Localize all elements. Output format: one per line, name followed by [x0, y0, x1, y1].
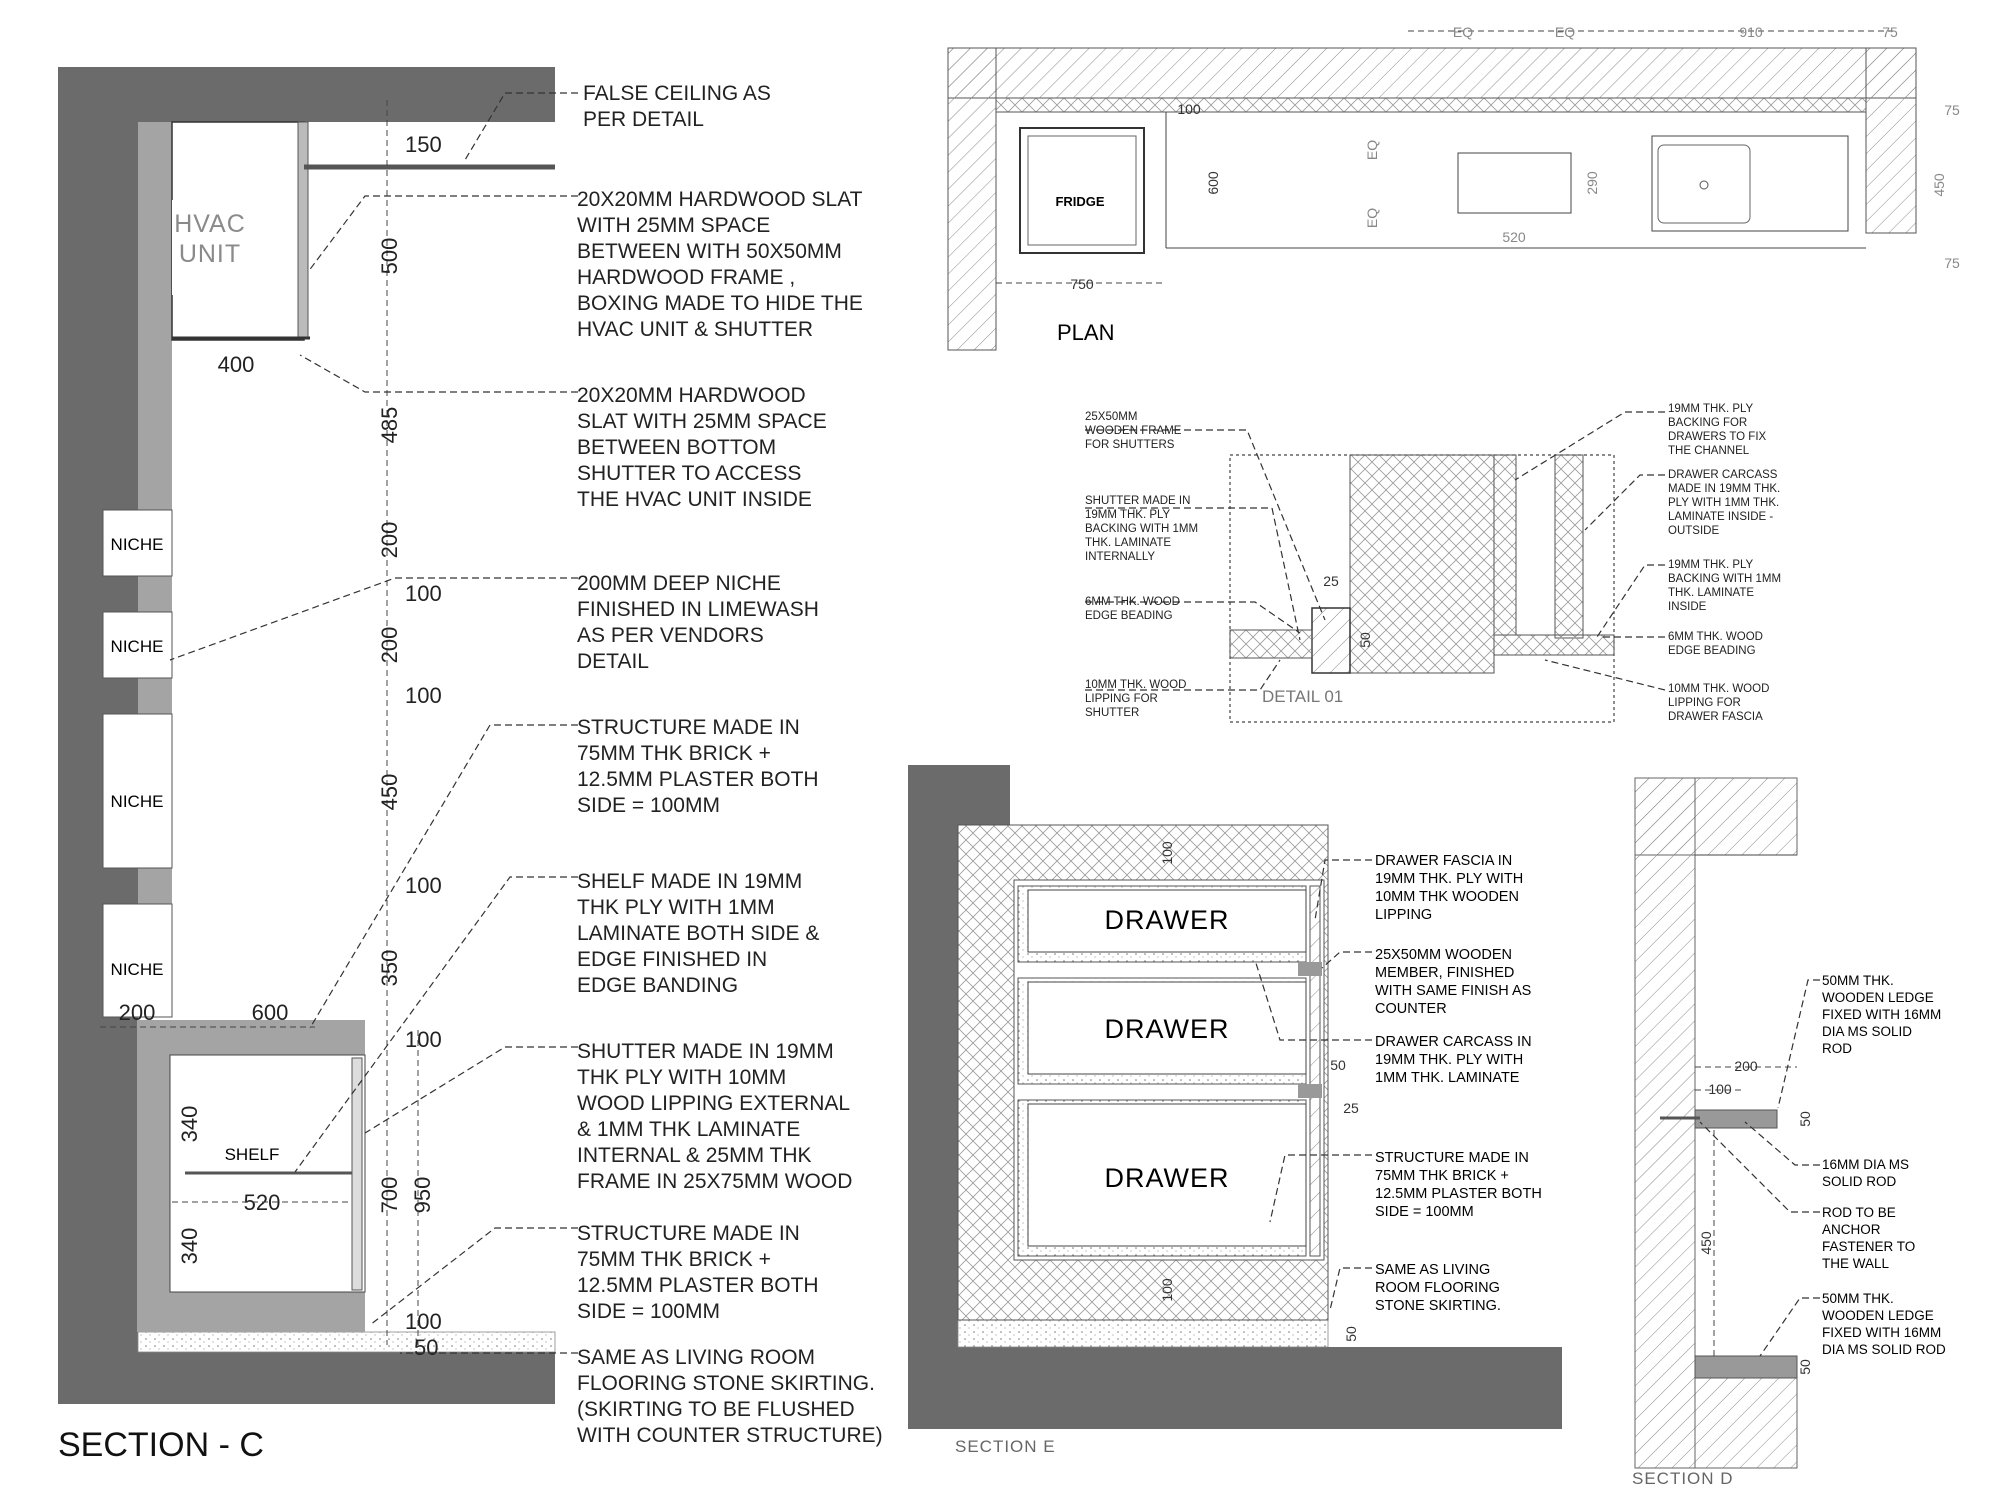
dim-200c: 200 [118, 1000, 156, 1025]
plan-wall-left [948, 48, 996, 350]
dim-950: 950 [410, 1176, 435, 1214]
dim-400: 400 [217, 352, 255, 377]
note-shelf: SHELF MADE IN 19MM THK PLY WITH 1MM LAMINATE BOTH SIDE & EDGE FINISHED IN EDGE BANDING [577, 870, 820, 997]
detail-leader-r3 [1595, 565, 1665, 640]
wooden-member-2 [1298, 1084, 1322, 1098]
leader-structure [310, 725, 578, 1028]
dim-485: 485 [377, 406, 402, 444]
section-e-skirting [958, 1320, 1328, 1347]
detail-note-carcass: DRAWER CARCASS MADE IN 19MM THK. PLY WITH 1MM THK. LAMINATE INSIDE - OUTSIDE [1668, 469, 1781, 537]
dim-50: 50 [414, 1335, 439, 1360]
niche-4-label: NICHE [110, 960, 164, 979]
dim-100c: 100 [405, 873, 442, 898]
dim-350: 350 [377, 949, 402, 987]
section-e-note-skirting: SAME AS LIVING ROOM FLOORING STONE SKIRTING. [1375, 1262, 1501, 1314]
section-d-dim-200: 200 [1734, 1058, 1758, 1074]
leader-shutter [365, 1047, 578, 1133]
ledge-lower [1695, 1356, 1797, 1378]
section-d-leader-1 [1778, 980, 1820, 1108]
detail-leader-r5 [1545, 660, 1665, 690]
dim-500: 500 [377, 237, 402, 275]
section-e-note-carcass: DRAWER CARCASS IN 19MM THK. PLY WITH 1MM THK. LAMINATE [1375, 1034, 1532, 1086]
section-d-note-anchor: ROD TO BE ANCHOR FASTENER TO THE WALL [1822, 1205, 1916, 1271]
section-e-title: SECTION E [955, 1437, 1056, 1456]
dim-100a: 100 [405, 581, 442, 606]
section-d [1632, 778, 1946, 1488]
detail-shutter [1230, 630, 1312, 658]
section-d-dim-100: 100 [1708, 1081, 1732, 1097]
dim-340b: 340 [177, 1227, 202, 1265]
plan-dim-75b: 75 [1944, 102, 1960, 118]
detail-note-frame: 25X50MM WOODEN FRAME FOR SHUTTERS [1085, 411, 1182, 451]
detail-note-lipping-left: 10MM THK. WOOD LIPPING FOR SHUTTER [1085, 679, 1187, 719]
note-hardwood-bottom-shutter: 20X20MM HARDWOOD SLAT WITH 25MM SPACE BETWEEN BOTTOM SHUTTER TO ACCESS THE HVAC UNIT INSIDE [577, 384, 827, 511]
section-d-dim-50b: 50 [1797, 1359, 1813, 1375]
section-e-dim-100a: 100 [1159, 841, 1175, 865]
niche-2-label: NICHE [110, 637, 164, 656]
drawer-fascia-strip [1310, 886, 1320, 1256]
counter-shutter [352, 1058, 362, 1290]
plan-dim-eq1: EQ [1452, 24, 1474, 40]
dim-100e: 100 [405, 1309, 442, 1334]
section-d-wall-bottom [1695, 1378, 1797, 1468]
plan-wall-right [1866, 48, 1916, 233]
section-e-wall-top [908, 765, 1010, 825]
section-d-dim-50a: 50 [1797, 1111, 1813, 1127]
drawer-2-label: DRAWER [1104, 1014, 1230, 1044]
leader-structure-2 [370, 1228, 578, 1325]
section-d-wall-left [1635, 778, 1695, 1468]
plan-dim-750: 750 [1070, 276, 1094, 292]
detail-note-shutter: SHUTTER MADE IN 19MM THK. PLY BACKING WITH 1MM THK. LAMINATE INTERNALLY [1085, 495, 1199, 563]
plan-dim-450: 450 [1931, 173, 1947, 197]
plan-dim-910: 910 [1739, 24, 1763, 40]
note-false-ceiling: FALSE CEILING AS PER DETAIL [583, 82, 771, 131]
section-d-note-rod: 16MM DIA MS SOLID ROD [1822, 1157, 1910, 1189]
plan-wall-top [948, 48, 1916, 98]
note-hardwood-boxing: 20X20MM HARDWOOD SLAT WITH 25MM SPACE BETWEEN WITH 50X50MM HARDWOOD FRAME , BOXING MADE TO HIDE THE HVAC UNIT & SHUTTER [577, 188, 863, 341]
detail-01 [1085, 403, 1784, 723]
plan-dim-600: 600 [1205, 171, 1221, 195]
detail-note-ply-backing: 19MM THK. PLY BACKING FOR DRAWERS TO FIX THE CHANNEL [1668, 403, 1767, 457]
detail-title: DETAIL 01 [1262, 687, 1344, 706]
section-e-note-member: 25X50MM WOODEN MEMBER, FINISHED WITH SAME FINISH AS COUNTER [1375, 947, 1532, 1017]
dim-450: 450 [377, 773, 402, 811]
floor-slab [58, 1352, 555, 1404]
detail-frame-member [1312, 608, 1350, 673]
dim-100d: 100 [405, 1027, 442, 1052]
plan-dim-eq4: EQ [1364, 207, 1380, 229]
note-shutter: SHUTTER MADE IN 19MM THK PLY WITH 10MM WOOD LIPPING EXTERNAL & 1MM THK LAMINATE INTERNAL & 25MM THK FRAME IN 25X75MM WOOD [577, 1040, 853, 1193]
detail-dim-50: 50 [1357, 632, 1373, 648]
plan-dim-75a: 75 [1882, 24, 1898, 40]
leader-niche [170, 578, 578, 660]
leader-boxing [308, 196, 578, 272]
detail-leader-r1 [1515, 412, 1665, 480]
plan-dim-100: 100 [1177, 101, 1201, 117]
niche-3 [103, 714, 172, 868]
section-e-floor [908, 1347, 1562, 1429]
section-e-dim-50b: 50 [1343, 1326, 1359, 1342]
niche-3-label: NICHE [110, 792, 164, 811]
note-structure-2: STRUCTURE MADE IN 75MM THK BRICK + 12.5MM PLASTER BOTH SIDE = 100MM [577, 1222, 819, 1323]
detail-drawer-fascia [1494, 635, 1614, 655]
drawer-3-label: DRAWER [1104, 1163, 1230, 1193]
ledge-upper [1695, 1110, 1777, 1128]
plan-dim-eq2: EQ [1554, 24, 1576, 40]
niche-1-label: NICHE [110, 535, 164, 554]
detail-drawer-backing [1494, 455, 1516, 635]
detail-note-beading-left: 6MM THK. WOOD EDGE BEADING [1085, 596, 1180, 622]
section-e-note-structure: STRUCTURE MADE IN 75MM THK BRICK + 12.5MM PLASTER BOTH SIDE = 100MM [1375, 1150, 1542, 1220]
section-d-note-ledge-upper: 50MM THK. WOODEN LEDGE FIXED WITH 16MM DIA MS SOLID ROD [1822, 973, 1942, 1056]
detail-note-ply-inside: 19MM THK. PLY BACKING WITH 1MM THK. LAMINATE INSIDE [1668, 559, 1782, 613]
section-e [908, 765, 1562, 1456]
section-d-note-ledge-lower: 50MM THK. WOODEN LEDGE FIXED WITH 16MM DIA MS SOLID ROD [1822, 1291, 1946, 1357]
drawer-1-label: DRAWER [1104, 905, 1230, 935]
section-e-dim-100b: 100 [1159, 1278, 1175, 1302]
plan-dim-290: 290 [1584, 171, 1600, 195]
detail-carcass [1555, 455, 1583, 638]
hvac-label-2: UNIT [178, 240, 242, 268]
dim-100b: 100 [405, 683, 442, 708]
section-e-note-fascia: DRAWER FASCIA IN 19MM THK. PLY WITH 10MM THK WOODEN LIPPING [1375, 853, 1524, 923]
plan-dim-eq3: EQ [1364, 139, 1380, 161]
plan-counter-edge [996, 98, 1866, 112]
plan [948, 24, 1960, 350]
dim-200b: 200 [377, 626, 402, 664]
detail-note-lipping-right: 10MM THK. WOOD LIPPING FOR DRAWER FASCIA [1668, 683, 1770, 723]
dim-700: 700 [377, 1176, 402, 1214]
section-e-wall [908, 765, 958, 1347]
dim-340a: 340 [177, 1105, 202, 1143]
plan-fridge-label: FRIDGE [1055, 194, 1105, 209]
plan-hob [1458, 153, 1571, 213]
dim-150: 150 [405, 132, 442, 157]
hardwood-slat-boxing [298, 122, 308, 337]
section-d-leader-4 [1760, 1298, 1820, 1356]
section-e-leader-2 [1322, 952, 1372, 968]
dim-600: 600 [251, 1000, 289, 1025]
dim-520: 520 [243, 1190, 281, 1215]
note-niche: 200MM DEEP NICHE FINISHED IN LIMEWASH AS PER VENDORS DETAIL [577, 572, 819, 673]
detail-note-beading-right: 6MM THK. WOOD EDGE BEADING [1668, 631, 1763, 657]
note-structure: STRUCTURE MADE IN 75MM THK BRICK + 12.5MM PLASTER BOTH SIDE = 100MM [577, 716, 819, 817]
plan-dim-520: 520 [1502, 229, 1526, 245]
floor-screed [138, 1332, 555, 1352]
section-e-dim-50: 50 [1330, 1057, 1346, 1073]
plan-fridge [1020, 128, 1144, 253]
note-skirting: SAME AS LIVING ROOM FLOORING STONE SKIRTING. (SKIRTING TO BE FLUSHED WITH COUNTER STRUCTURE) [577, 1346, 883, 1447]
hvac-label-1: HVAC [174, 210, 246, 238]
wooden-member-1 [1298, 962, 1322, 976]
section-d-title: SECTION D [1632, 1469, 1734, 1488]
dim-200a: 200 [377, 521, 402, 559]
section-e-leader-5 [1330, 1268, 1372, 1310]
leader-bottom-shutter [300, 355, 578, 392]
plan-title: PLAN [1057, 320, 1115, 345]
section-c [58, 67, 883, 1464]
section-e-dim-25: 25 [1343, 1100, 1359, 1116]
section-d-dim-450: 450 [1698, 1231, 1714, 1255]
detail-leader-r2 [1585, 475, 1665, 530]
plan-dim-75c: 75 [1944, 255, 1960, 271]
shelf-label: SHELF [224, 1145, 280, 1164]
section-c-title: SECTION - C [58, 1426, 264, 1464]
detail-dim-25: 25 [1323, 573, 1339, 589]
